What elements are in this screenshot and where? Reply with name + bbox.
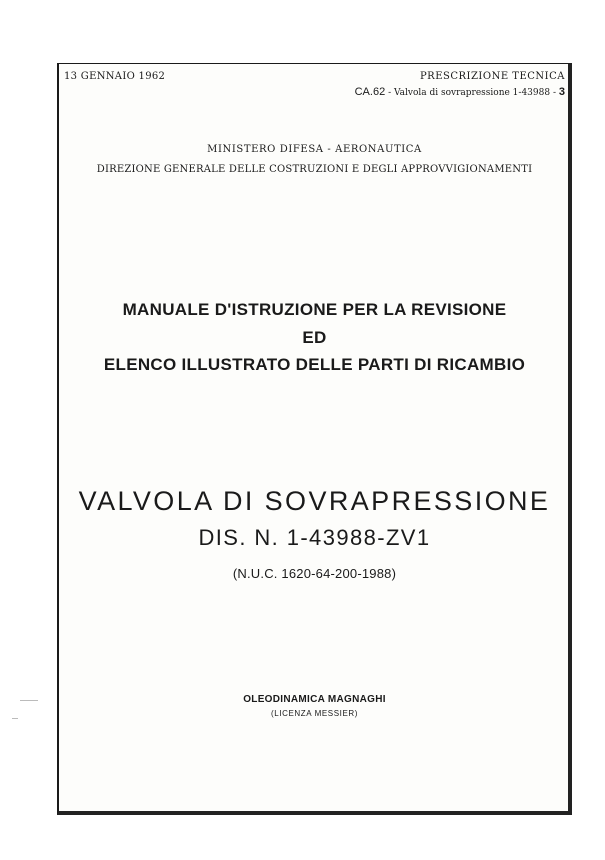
title-line-1: MANUALE D'ISTRUZIONE PER LA REVISIONE xyxy=(122,300,507,319)
document-reference xyxy=(355,86,565,98)
issue-date: 13 GENNAIO 1962 xyxy=(64,71,166,82)
ministry-heading: MINISTERO DIFESA - AERONAUTICA xyxy=(207,144,422,155)
title-line-2: ED xyxy=(302,328,327,347)
page-number: 3 xyxy=(558,86,565,98)
drawing-number: DIS. N. 1-43988-ZV1 xyxy=(198,525,431,550)
title-line-3: ELENCO ILLUSTRATO DELLE PARTI DI RICAMBIO xyxy=(103,355,526,374)
document-subject-ref: - Valvola di sovrapressione 1-43988 - xyxy=(388,88,556,98)
scan-speck xyxy=(12,718,18,719)
manufacturer-name: OLEODINAMICA MAGNAGHI xyxy=(243,694,386,705)
subject-title: VALVOLA DI SOVRAPRESSIONE xyxy=(78,486,551,516)
document-type: PRESCRIZIONE TECNICA xyxy=(419,71,565,82)
nuc-code: (N.U.C. 1620-64-200-1988) xyxy=(232,566,397,581)
scan-speck xyxy=(20,700,38,701)
direction-heading: DIREZIONE GENERALE DELLE COSTRUZIONI E DEGLI APPROVVIGIONAMENTI xyxy=(96,164,533,175)
document-code: CA.62 xyxy=(354,86,386,98)
manufacturer-license: (LICENZA MESSIER) xyxy=(270,709,359,718)
